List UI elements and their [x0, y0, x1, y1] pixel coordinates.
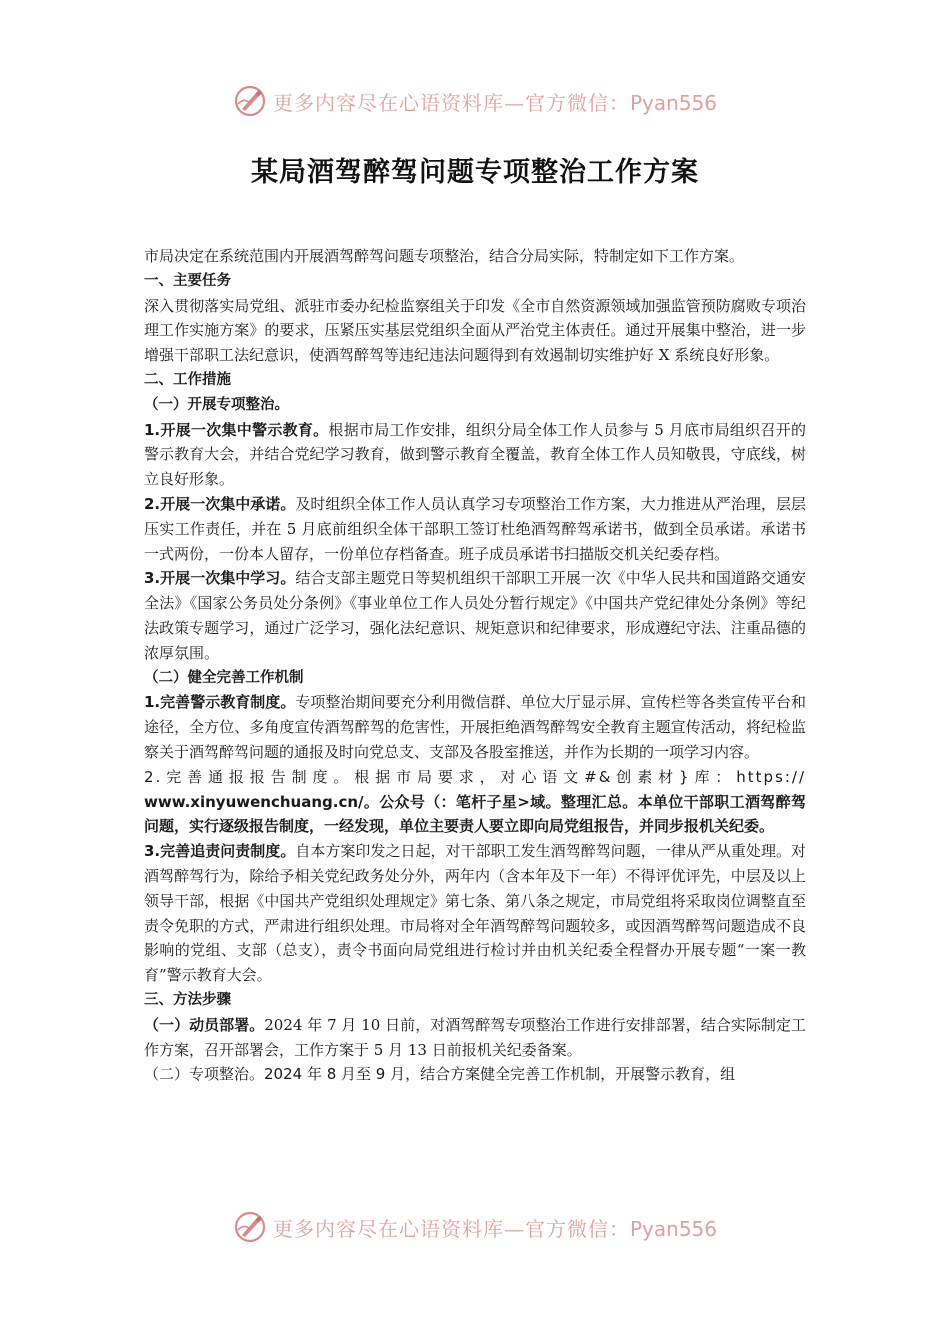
- mechanism-item-1: [144, 690, 806, 764]
- measure-item-2: [144, 492, 806, 566]
- intro-paragraph: 市局决定在系统范围内开展酒驾醉驾问题专项整治，结合分局实际，特制定如下工作方案。: [144, 247, 745, 265]
- measure-item-3: [144, 566, 806, 665]
- mechanism-item-3: [144, 839, 806, 988]
- tasks-paragraph: 深入贯彻落实局党组、派驻市委办纪检监察组关于印发《全市自然资源领域加强监管预防腐败专项治理工作实施方案》的要求，压紧压实基层党组织全面从严治党主体责任。通过开展集中整治，进一步增强干部职工法纪意识，使酒驾醉驾等违纪违法问题得到有效遏制切实维护好 X 系统良好形象。: [144, 296, 806, 365]
- measure-item-2-text: 及时组织全体工作人员认真学习专项整治工作方案，大力推进从严治理，层层压实工作责任，并在 5 月底前组织全体干部职工签订杜绝酒驾醉驾承诺书，做到全员承诺。承诺书一式两份，一份本人留存，一份单位存档备查。班子成员承诺书扫描版交机关纪委存档。: [144, 494, 806, 563]
- section-heading-measures: 二、工作措施: [144, 371, 231, 388]
- step-item-1-text: 2024 年 7 月 10 日前，对酒驾醉驾专项整治工作进行安排部署，结合实际制定工作方案，召开部署会，工作方案于 5 月 13 日前报机关纪委备案。: [144, 1015, 806, 1059]
- mechanism-item-3-text: 自本方案印发之日起，对干部职工发生酒驾醉驾问题，一律从严从重处理。对酒驾醉驾行为，除给予相关党纪政务处分外，两年内（含本年及下一年）不得评优评先，中层及以上领导干部，根据《中国共产党组织处理规定》第七条、第八条之规定，市局党组将采取岗位调整直至责令免职的方式，严肃进行组织处理。市局将对全年酒驾醉驾问题较多，或因酒驾醉驾问题造成不良影响的党组、支部（总支），责令书面向局党组进行检讨并由机关纪委全程督办开展专题“一案一教育”警示教育大会。: [144, 842, 806, 985]
- watermark-text: 更多内容尽在心语资料库—官方微信：Pyan556: [272, 1216, 717, 1241]
- section-heading-steps: 三、方法步骤: [144, 991, 231, 1008]
- pen-logo-icon: [233, 1210, 267, 1244]
- watermark-header: [0, 84, 950, 118]
- measure-item-1-lead: 1.开展一次集中警示教育。: [144, 420, 329, 439]
- watermark-footer: [0, 1210, 950, 1244]
- step-item-1: [144, 1013, 806, 1063]
- measure-item-3-lead: 3.开展一次集中学习。: [144, 569, 296, 588]
- document-body: [144, 244, 806, 1087]
- watermark-text: 更多内容尽在心语资料库—官方微信：Pyan556: [272, 90, 717, 115]
- measure-item-2-lead: 2.开展一次集中承诺。: [144, 494, 296, 513]
- measure-item-1-text: 根据市局工作安排，组织分局全体工作人员参与 5 月底市局组织召开的警示教育大会，并结合党纪学习教育，做到警示教育全覆盖，教育全体工作人员知敬畏，守底线，树立良好形象。: [144, 420, 806, 489]
- measure-item-1: [144, 418, 806, 492]
- step-item-1-lead: （一）动员部署。: [144, 1015, 265, 1034]
- step-item-2: （二）专项整治。2024 年 8 月至 9 月，结合方案健全完善工作机制，开展警示教育，组: [144, 1065, 736, 1084]
- document-title: 某局酒驾醉驾问题专项整治工作方案: [251, 157, 699, 188]
- mechanism-item-1-lead: 1.完善警示教育制度。: [144, 693, 296, 712]
- mechanism-item-3-lead: 3.完善追责问责制度。: [144, 842, 296, 861]
- subsection-heading-rectification: （一）开展专项整治。: [144, 396, 289, 413]
- mechanism-item-2-line2: www.xinyuwenchuang.cn/。公众号（：笔杆子星>域。整理汇总。本单位干部职工酒驾醉驾问题，实行逐级报告制度，一经发现，单位主要责人要立即向局党组报告，并同步报机关纪委。: [144, 792, 806, 836]
- pen-logo-icon: [233, 84, 267, 118]
- mechanism-item-2-line1: 2.完善通报报告制度。根据市局要求，对心语文#&创素材}库：https://: [144, 767, 806, 786]
- subsection-heading-mechanism: （二）健全完善工作机制: [144, 669, 304, 686]
- mechanism-item-2: [144, 765, 806, 839]
- section-heading-tasks: 一、主要任务: [144, 272, 231, 289]
- mechanism-item-1-text: 专项整治期间要充分利用微信群、单位大厅显示屏、宣传栏等各类宣传平台和途径，全方位、多角度宣传酒驾醉驾的危害性，开展拒绝酒驾醉驾安全教育主题宣传活动，将纪检监察关于酒驾醉驾问题的通报及时向党总支、支部及各股室推送，并作为长期的一项学习内容。: [144, 693, 806, 761]
- measure-item-3-text: 结合支部主题党日等契机组织干部职工开展一次《中华人民共和国道路交通安全法》《国家公务员处分条例》《事业单位工作人员处分暂行规定》《中国共产党纪律处分条例》等纪法政策专题学习，通过广泛学习，强化法纪意识、规矩意识和纪律要求，形成遵纪守法、注重品德的浓厚氛围。: [144, 569, 806, 662]
